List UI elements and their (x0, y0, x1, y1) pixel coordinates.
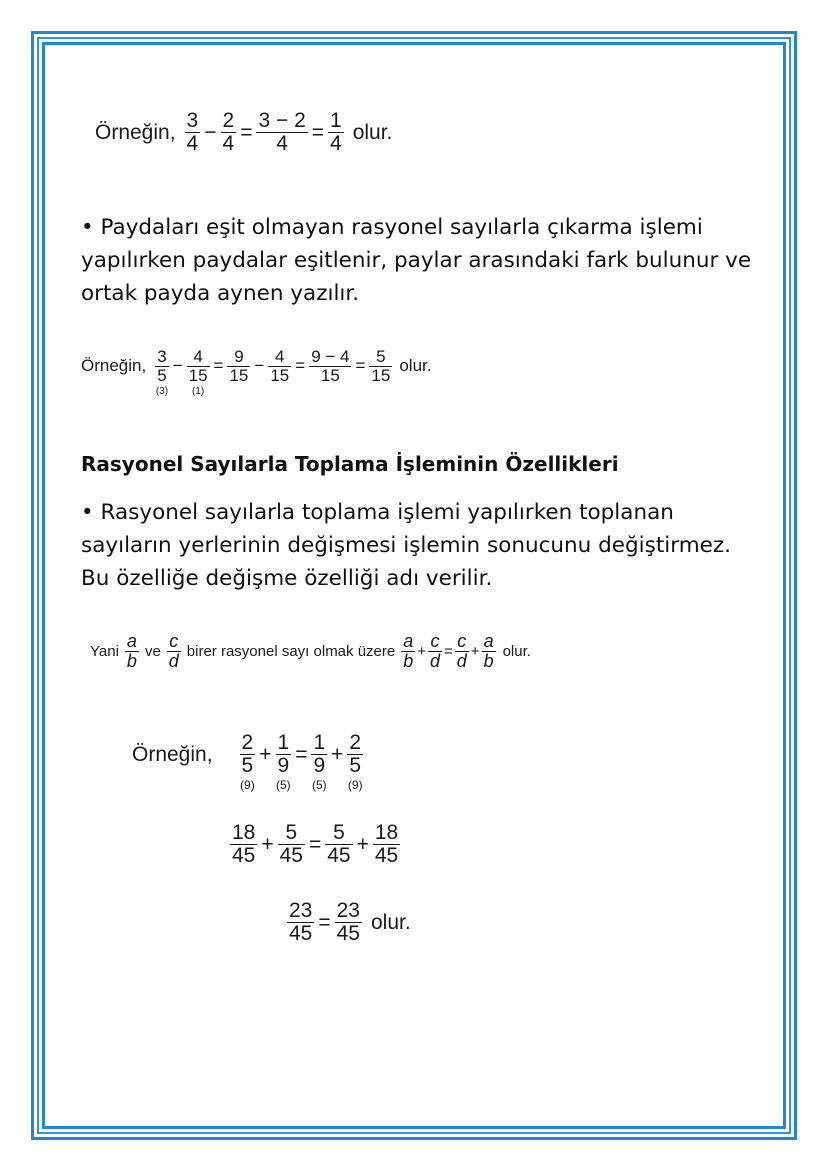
fraction (278, 822, 305, 867)
numerator: 5 (285, 821, 298, 844)
denominator: d (430, 650, 441, 671)
example-tail: olur. (352, 120, 393, 144)
numerator: c (430, 631, 440, 651)
numerator: 3 − 2 (258, 109, 306, 132)
expansion-factor: (1) (191, 385, 205, 397)
denominator: 15 (270, 365, 290, 385)
denominator: 15 (229, 365, 249, 385)
fraction (287, 900, 314, 945)
plus-sign: + (356, 832, 369, 856)
fraction (227, 348, 250, 385)
equals-sign: = (444, 642, 453, 660)
denominator: 5 (241, 754, 254, 778)
numerator: 9 − 4 (311, 347, 350, 366)
numerator: 1 (277, 731, 290, 754)
denominator: 4 (276, 132, 288, 156)
numerator: c (457, 631, 467, 651)
fraction (309, 348, 351, 385)
equals-sign: = (295, 356, 306, 376)
example-subtraction-different-denominator (81, 347, 432, 397)
rule-prefix: Yani (90, 642, 119, 660)
paragraph-commutative-rule: • Rasyonel sayılarla toplama işlemi yapılırken toplanan sayıların yerlerinin değişmesi işlemin sonucunu değiştirmez. Bu özelliğe değişme özelliği adı verilir. (81, 500, 731, 591)
equals-sign: = (295, 742, 308, 766)
denominator: 9 (313, 754, 326, 778)
equals-sign: = (318, 910, 331, 934)
fraction (373, 822, 400, 867)
numerator: a (126, 631, 137, 651)
numerator: 23 (289, 899, 313, 922)
example-tail: olur. (399, 356, 432, 376)
plus-sign: + (259, 742, 272, 766)
fraction (268, 348, 291, 385)
fraction (325, 822, 352, 867)
denominator: 5 (349, 754, 362, 778)
fraction (187, 347, 210, 397)
example-commutative-line-3 (286, 900, 411, 945)
numerator: 18 (232, 821, 256, 844)
example-word: Örneğin, (81, 356, 147, 376)
fraction (185, 110, 201, 155)
numerator: 18 (374, 821, 399, 844)
denominator: 45 (374, 844, 399, 868)
numerator: c (169, 631, 179, 651)
minus-sign: − (254, 356, 265, 376)
fraction (256, 110, 307, 155)
numerator: 4 (275, 347, 285, 366)
denominator: b (403, 650, 414, 671)
plus-sign: + (261, 832, 274, 856)
fraction (240, 731, 256, 793)
fraction (455, 632, 469, 671)
rule-tail: olur. (502, 642, 531, 660)
fraction (328, 110, 344, 155)
denominator: 45 (336, 922, 360, 946)
denominator: 45 (289, 922, 313, 946)
fraction (276, 731, 292, 793)
fraction (428, 632, 442, 671)
numerator: 3 (186, 109, 199, 132)
fraction (347, 731, 363, 793)
numerator: 3 (157, 347, 167, 366)
fraction (155, 347, 169, 397)
denominator: b (483, 650, 494, 671)
equals-sign: = (311, 120, 325, 144)
equals-sign: = (240, 120, 253, 144)
fraction (482, 632, 496, 671)
fraction (311, 731, 327, 793)
expansion-factor: (5) (311, 778, 327, 793)
fraction (125, 632, 139, 671)
numerator: 4 (193, 347, 203, 366)
expansion-factor: (3) (155, 385, 169, 397)
numerator: 2 (241, 731, 254, 754)
equals-sign: = (308, 832, 322, 856)
numerator: 23 (336, 899, 360, 922)
denominator: 4 (222, 132, 235, 156)
numerator: 2 (222, 109, 235, 132)
rule-condition: birer rasyonel sayı olmak üzere (186, 642, 396, 660)
denominator: 4 (330, 132, 342, 156)
minus-sign: − (172, 356, 183, 376)
numerator: a (483, 631, 494, 651)
fraction (401, 632, 415, 671)
fraction (335, 900, 362, 945)
denominator: 9 (277, 754, 290, 778)
expansion-factor: (9) (347, 778, 363, 793)
numerator: 1 (330, 109, 342, 132)
equals-sign: = (355, 356, 366, 376)
example-commutative-line-2 (229, 822, 401, 867)
numerator: 2 (349, 731, 362, 754)
example-word: Örneğin, (95, 120, 176, 144)
denominator: 45 (327, 844, 351, 868)
denominator: 15 (188, 365, 208, 385)
denominator: 15 (320, 365, 340, 385)
commutative-rule-formula (90, 632, 531, 671)
denominator: 4 (186, 132, 199, 156)
fraction (167, 632, 181, 671)
plus-sign: + (331, 742, 344, 766)
numerator: 5 (376, 347, 386, 366)
denominator: d (456, 650, 467, 671)
rule-conjunction: ve (144, 642, 161, 660)
numerator: 1 (313, 731, 326, 754)
paragraph-subtraction-rule: • Paydaları eşit olmayan rasyonel sayılarla çıkarma işlemi yapılırken paydalar eşitlenir, paylar arasındaki fark bulunur ve ortak payda aynen yazılır. (81, 215, 752, 306)
expansion-factor: (9) (240, 778, 255, 793)
example-subtraction-same-denominator (95, 110, 392, 155)
expansion-factor: (5) (276, 778, 291, 793)
example-commutative-line-1 (132, 731, 364, 793)
numerator: 5 (333, 821, 345, 844)
denominator: 45 (279, 844, 303, 868)
fraction (369, 348, 392, 385)
denominator: b (126, 650, 137, 671)
example-tail: olur. (370, 910, 411, 934)
plus-sign: + (470, 642, 480, 660)
example-word: Örneğin, (132, 742, 213, 766)
denominator: 45 (232, 844, 256, 868)
denominator: 5 (157, 365, 167, 385)
section-heading: Rasyonel Sayılarla Toplama İşleminin Özellikleri (81, 452, 619, 476)
plus-sign: + (417, 642, 426, 660)
fraction (221, 110, 237, 155)
denominator: d (168, 650, 179, 671)
fraction (230, 822, 257, 867)
numerator: 9 (234, 347, 244, 366)
denominator: 15 (371, 365, 391, 385)
equals-sign: = (213, 356, 224, 376)
minus-sign: − (204, 120, 217, 144)
numerator: a (403, 631, 414, 651)
